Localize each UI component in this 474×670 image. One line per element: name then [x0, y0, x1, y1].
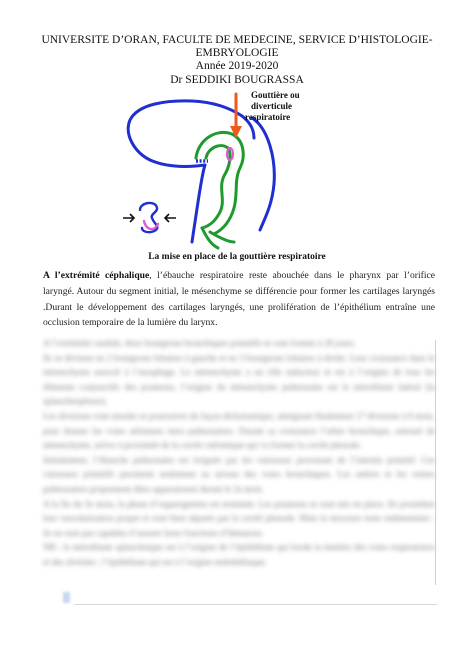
endoderm-inner	[202, 146, 230, 228]
respiratory-groove-figure	[110, 82, 360, 252]
footer-rule	[74, 604, 437, 605]
blurred-paragraph: Les divisions vont ensuite se poursuivre de façon dichotomique, atteignant finalement 17 divisions à 6 mois, pour donner les voies aériennes intra pulmonaires. Durant sa croissance l’arbre bronchique, entouré de mésenchyme, arrive à proximité de la cavité cœlomique qui va former la cavité pleurale.	[43, 410, 435, 451]
header-year: Année 2019-2020	[195, 60, 279, 73]
figure-label-line2: diverticule	[251, 101, 292, 111]
blurred-paragraph: Initialement, l’ébauche pulmonaire est irriguée par les vaisseaux provenant de l’intestin primitif. Ces vaisseaux primitifs persistent seulement au niveau des voies bronchiques. Les artères et les veines pulmonaires proprement dites apparaissent durant le 2e mois.	[43, 454, 435, 494]
endoderm-outline	[196, 132, 243, 234]
header-department: EMBRYOLOGIE	[195, 47, 279, 60]
figure-label-line1: Gouttière ou	[251, 90, 300, 100]
right-margin-rule	[435, 340, 436, 585]
header-institution: UNIVERSITE D’ORAN, FACULTE DE MEDECINE, SERVICE D’HISTOLOGIE-	[41, 34, 433, 46]
embryo-outline-right	[252, 118, 274, 230]
page-marker	[63, 592, 70, 603]
blurred-paragraph: NB : le mésoblaste splanchnique est à l’origine de l’épithélium qui borde la lumière des voies respiratoires et des alvéoles ; l’épithélium qui est à l’origine endothéliaque.	[43, 542, 435, 567]
groove-arrow-head	[230, 126, 242, 138]
body-paragraph-cephalic	[43, 268, 435, 331]
blurred-paragraph: A l’extrémité caudale, deux bourgeons bronchiques primitifs se sont formés à 26 jours.	[43, 338, 356, 348]
paragraph-lead: A l’extrémité céphalique	[43, 270, 150, 281]
header-author: Dr SEDDIKI BOUGRASSA	[170, 73, 304, 86]
arrow-right-icon	[165, 214, 176, 222]
blurred-content	[43, 336, 435, 570]
figure-label-line3: respiratoire	[245, 112, 291, 122]
document-header	[20, 34, 454, 87]
endoderm-tail-2	[210, 232, 234, 242]
figure-caption: La mise en place de la gouttière respiratoire	[148, 252, 326, 262]
blurred-paragraph: A la fin du 5e mois, la phase d’organogenèse est terminée. Les poumons se sont mis en place. Ils possèdent leur vascularisation propre et sont bien séparés par la cavité pleurale. Mais la structure reste rudimentaire : ils ne sont pas capables d’assurer leurs fonctions d’hématose.	[43, 498, 435, 538]
paragraph-text: , l’ébauche respiratoire reste abouchée dans le pharynx par l’orifice laryngé. Autour du segment initial, le mésenchyme se différencie pour former les cartilages laryngés .Durant le développement des cartilages laryngés, une prolifération de l’épithélium entraîne une occlusion temporaire de la lumière du larynx.	[43, 270, 435, 329]
arrow-left-icon	[123, 214, 134, 222]
blurred-paragraph: Ils se divisent en 2 bourgeons lobaires à gauche et en 3 bourgeons lobaires à droite. Leur croissance dans le mésenchyme associé à l’œsophage. Le mésenchyme a un rôle inducteur et est à l’origine de tous les éléments conjonctifs des poumons, l’origine du mésenchyme pulmonaire est le mésoblaste latéral (la splanchnopleure).	[43, 352, 435, 407]
